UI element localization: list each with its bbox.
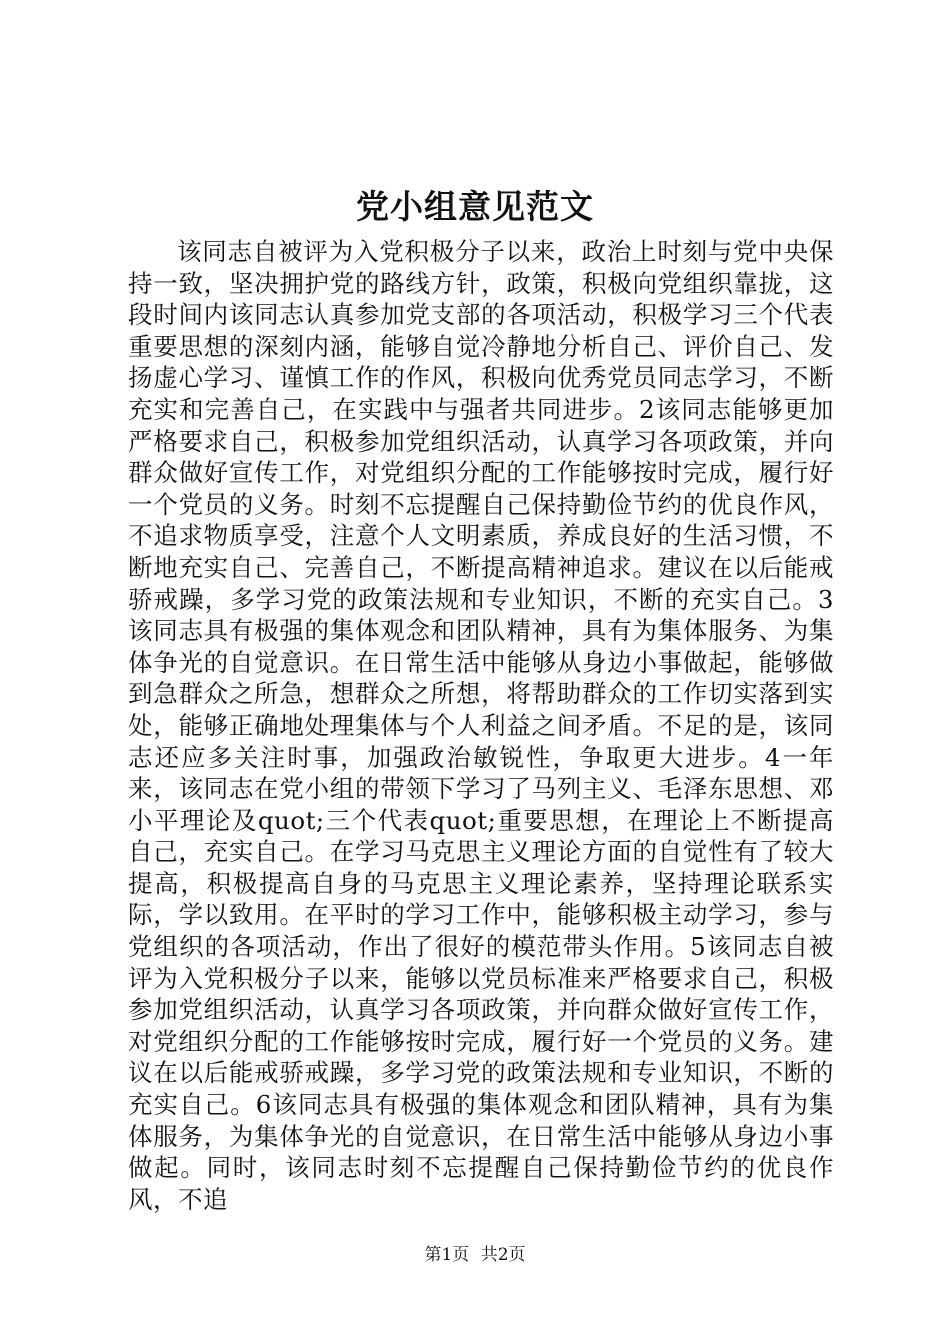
document-title: 党小组意见范文	[356, 187, 594, 226]
page-footer	[0, 1243, 950, 1267]
document-body: 该同志自被评为入党积极分子以来，政治上时刻与党中央保持一致，坚决拥护党的路线方针，政策，积极向党组织靠拢，这段时间内该同志认真参加党支部的各项活动，积极学习三个代表重要思想的深刻内涵，能够自觉冷静地分析自己、评价自己、发扬虚心学习、谨慎工作的作风，积极向优秀党员同志学习，不断充实和完善自己，在实践中与强者共同进步。2该同志能够更加严格要求自己，积极参加党组织活动，认真学习各项政策，并向群众做好宣传工作，对党组织分配的工作能够按时完成，履行好一个党员的义务。时刻不忘提醒自己保持勤俭节约的优良作风，不追求物质享受，注意个人文明素质，养成良好的生活习惯，不断地充实自己、完善自己，不断提高精神追求。建议在以后能戒骄戒躁，多学习党的政策法规和专业知识，不断的充实自己。3该同志具有极强的集体观念和团队精神，具有为集体服务、为集体争光的自觉意识。在日常生活中能够从身边小事做起，能够做到急群众之所急，想群众之所想，将帮助群众的工作切实落到实处，能够正确地处理集体与个人利益之间矛盾。不足的是，该同志还应多关注时事，加强政治敏锐性，争取更大进步。4一年来，该同志在党小组的带领下学习了马列主义、毛泽东思想、邓小平理论及quot;三个代表quot;重要思想，在理论上不断提高自己，充实自己。在学习马克思主义理论方面的自觉性有了较大提高，积极提高自身的马克思主义理论素养，坚持理论联系实际，学以致用。在平时的学习工作中，能够积极主动学习，参与党组织的各项活动，作出了很好的模范带头作用。5该同志自被评为入党积极分子以来，能够以党员标准来严格要求自己，积极参加党组织活动，认真学习各项政策，并向群众做好宣传工作，对党组织分配的工作能够按时完成，履行好一个党员的义务。建议在以后能戒骄戒躁，多学习党的政策法规和专业知识，不断的充实自己。6该同志具有极强的集体观念和团队精神，具有为集体服务，为集体争光的自觉意识，在日常生活中能够从身边小事做起。同时，该同志时刻不忘提醒自己保持勤俭节约的优良作风，不追	[128, 237, 834, 1214]
page-number: 第1页	[424, 1245, 470, 1265]
page-total: 共2页	[480, 1245, 526, 1265]
